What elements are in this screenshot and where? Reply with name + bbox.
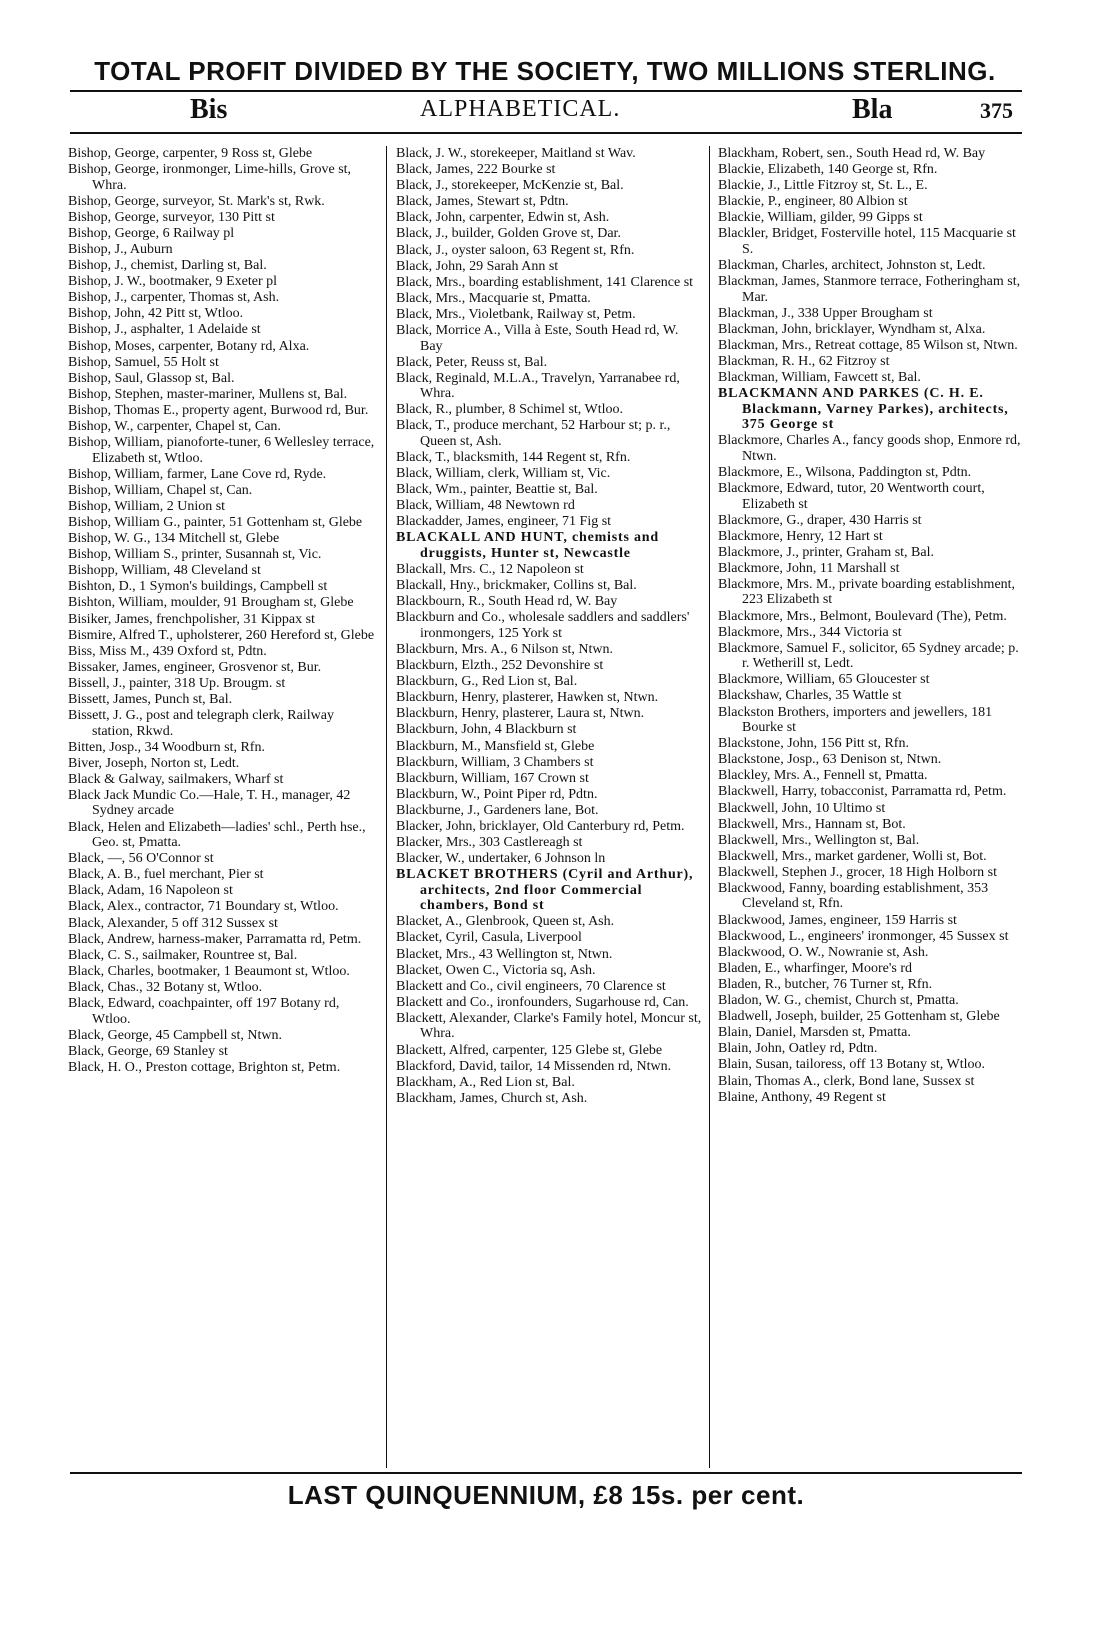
directory-entry: Blackmore, William, 65 Gloucester st bbox=[718, 672, 930, 688]
directory-entry: BLACKMANN AND PARKES (C. H. E. Blackmann, Varney Parkes), architects, 375 George st bbox=[718, 386, 1009, 433]
directory-entry: Bladen, E., wharfinger, Moore's rd bbox=[718, 960, 913, 976]
directory-entry: Blacket, Owen C., Victoria sq, Ash. bbox=[396, 962, 596, 978]
directory-entry: Bishop, J., Auburn bbox=[68, 241, 173, 257]
directory-entry: Black & Galway, sailmakers, Wharf st bbox=[68, 771, 284, 787]
directory-entry: Blackwell, Stephen J., grocer, 18 High Holborn st bbox=[718, 864, 998, 880]
directory-entry: Blaine, Anthony, 49 Regent st bbox=[718, 1089, 886, 1105]
directory-entry: Bitten, Josp., 34 Woodburn st, Rfn. bbox=[68, 739, 265, 755]
directory-entry: Bishop, George, 6 Railway pl bbox=[68, 225, 235, 241]
directory-entry: Black, T., blacksmith, 144 Regent st, Rfn. bbox=[396, 450, 631, 465]
directory-entry: Blackall, Hny., brickmaker, Collins st, Bal. bbox=[396, 578, 637, 594]
directory-entry: Blackburn, William, 3 Chambers st bbox=[396, 754, 594, 770]
directory-entry: Bishop, William, farmer, Lane Cove rd, Ryde. bbox=[68, 466, 327, 482]
directory-entry: Blackmore, Mrs., 344 Victoria st bbox=[718, 624, 902, 640]
directory-entry: Blackham, James, Church st, Ash. bbox=[396, 1090, 588, 1106]
directory-entry: Bladwell, Joseph, builder, 25 Gottenham st, Glebe bbox=[718, 1009, 1000, 1025]
directory-entry: Biss, Miss M., 439 Oxford st, Pdtn. bbox=[68, 643, 267, 659]
directory-entry: Blackman, Charles, architect, Johnston st, Ledt. bbox=[718, 258, 986, 274]
directory-entry: Blackie, Elizabeth, 140 George st, Rfn. bbox=[718, 162, 938, 178]
page-number: 375 bbox=[980, 98, 1013, 123]
directory-entry: Bishop, William, 2 Union st bbox=[68, 498, 226, 514]
directory-entry: Blackwell, Mrs., market gardener, Wolli st, Bot. bbox=[718, 848, 987, 864]
directory-entry: Blackmore, Charles A., fancy goods shop, Enmore rd, Ntwn. bbox=[718, 433, 1021, 464]
directory-entry: Bishop, Moses, carpenter, Botany rd, Alxa. bbox=[68, 338, 310, 354]
directory-entry: Bissell, J., painter, 318 Up. Brougm. st bbox=[68, 675, 286, 691]
directory-entry: Blackman, Mrs., Retreat cottage, 85 Wilson st, Ntwn. bbox=[718, 337, 1018, 353]
directory-entry: Black, Mrs., boarding establishment, 141 Clarence st bbox=[396, 274, 694, 290]
directory-entry: BLACKET BROTHERS (Cyril and Arthur), architects, 2nd floor Commercial chambers, Bond st bbox=[396, 867, 694, 914]
directory-entry: Blackburn, Henry, plasterer, Laura st, Ntwn. bbox=[396, 706, 645, 722]
directory-entry: Black, Reginald, M.L.A., Travelyn, Yarranabee rd, Whra. bbox=[396, 370, 680, 402]
directory-entry: Black, C. S., sailmaker, Rountree st, Bal. bbox=[68, 947, 298, 963]
directory-entry: Blackmore, Samuel F., solicitor, 65 Sydney arcade; p. r. Wetherill st, Ledt. bbox=[718, 640, 1019, 672]
running-head bbox=[70, 92, 1022, 128]
directory-entry: Bishton, William, moulder, 91 Brougham st, Glebe bbox=[68, 595, 354, 611]
directory-entry: Bishop, Thomas E., property agent, Burwood rd, Bur. bbox=[68, 402, 369, 418]
directory-entry: Biver, Joseph, Norton st, Ledt. bbox=[68, 755, 240, 771]
directory-entry: Blackford, David, tailor, 14 Missenden rd, Ntwn. bbox=[396, 1058, 672, 1074]
directory-entry: Blackston Brothers, importers and jewellers, 181 Bourke st bbox=[718, 704, 993, 736]
directory-entry: Bishop, George, surveyor, 130 Pitt st bbox=[68, 209, 275, 225]
directory-entry: Bishop, W., carpenter, Chapel st, Can. bbox=[68, 419, 281, 434]
directory-entry: Blackman, J., 338 Upper Brougham st bbox=[718, 305, 933, 321]
directory-entry: Black, R., plumber, 8 Schimel st, Wtloo. bbox=[396, 402, 624, 418]
directory-entry: Bishop, George, carpenter, 9 Ross st, Glebe bbox=[68, 146, 313, 161]
directory-entry: Black, James, 222 Bourke st bbox=[396, 162, 556, 178]
section-title: ALPHABETICAL. bbox=[420, 96, 621, 122]
directory-entry: Blackmore, Edward, tutor, 20 Wentworth court, Elizabeth st bbox=[718, 481, 985, 512]
directory-entry: Blackburn and Co., wholesale saddlers and saddlers' ironmongers, 125 York st bbox=[396, 610, 690, 641]
directory-entry: Black, A. B., fuel merchant, Pier st bbox=[68, 867, 264, 883]
directory-entry: Blackett, Alexander, Clarke's Family hotel, Moncur st, Whra. bbox=[396, 1010, 702, 1042]
directory-entry: Bisiker, James, frenchpolisher, 31 Kippax st bbox=[68, 611, 315, 627]
directory-entry: Bishop, Stephen, master-mariner, Mullens st, Bal. bbox=[68, 386, 348, 402]
directory-entry: Black, Chas., 32 Botany st, Wtloo. bbox=[68, 979, 263, 995]
directory-entry: Bishop, Samuel, 55 Holt st bbox=[68, 354, 219, 370]
bottom-rule bbox=[70, 1472, 1022, 1474]
directory-entry: Black, Helen and Elizabeth—ladies' schl., Perth hse., Geo. st, Pmatta. bbox=[68, 819, 366, 851]
directory-entry: Bishop, William S., printer, Susannah st, Vic. bbox=[68, 547, 322, 563]
right-guide-word: Bla bbox=[852, 94, 893, 125]
directory-entry: Bishop, William, Chapel st, Can. bbox=[68, 482, 253, 498]
directory-entry: Blackmore, J., printer, Graham st, Bal. bbox=[718, 544, 934, 560]
directory-entry: Blackett, Alfred, carpenter, 125 Glebe st, Glebe bbox=[396, 1042, 663, 1058]
directory-entry: Blackwood, Fanny, boarding establishment, 353 Cleveland st, Rfn. bbox=[718, 880, 989, 912]
directory-entry: Blackham, A., Red Lion st, Bal. bbox=[396, 1074, 575, 1090]
directory-entry: Blackwood, L., engineers' ironmonger, 45 Sussex st bbox=[718, 928, 1009, 944]
directory-entry: Blackadder, James, engineer, 71 Fig st bbox=[396, 514, 612, 530]
top-banner: TOTAL PROFIT DIVIDED BY THE SOCIETY, TWO MILLIONS STERLING. bbox=[94, 56, 996, 86]
directory-entry: Black, Charles, bootmaker, 1 Beaumont st, Wtloo. bbox=[68, 963, 350, 979]
directory-entry: Blacket, Mrs., 43 Wellington st, Ntwn. bbox=[396, 946, 613, 962]
directory-entry: Bishop, George, surveyor, St. Mark's st, Rwk. bbox=[68, 193, 325, 209]
directory-entry: Blackstone, Josp., 63 Denison st, Ntwn. bbox=[718, 752, 942, 768]
directory-entry: Blackmore, Mrs., Belmont, Boulevard (The), Petm. bbox=[718, 608, 1007, 624]
directory-entry: Blackwell, Mrs., Wellington st, Bal. bbox=[718, 832, 920, 848]
directory-entry: Bishop, J., carpenter, Thomas st, Ash. bbox=[68, 290, 280, 306]
directory-entry: Blackmore, Henry, 12 Hart st bbox=[718, 528, 883, 544]
column-divider-1 bbox=[386, 146, 387, 1468]
directory-entry: Bishop, J., asphalter, 1 Adelaide st bbox=[68, 322, 261, 338]
directory-entry: Blackall, Mrs. C., 12 Napoleon st bbox=[396, 562, 584, 578]
directory-columns bbox=[68, 146, 1024, 1468]
directory-entry: Blackmore, Mrs. M., private boarding establishment, 223 Elizabeth st bbox=[718, 576, 1016, 608]
directory-entry: Blacket, A., Glenbrook, Queen st, Ash. bbox=[396, 914, 615, 930]
directory-entry: Bishop, John, 42 Pitt st, Wtloo. bbox=[68, 306, 244, 322]
directory-entry: Blackbourn, R., South Head rd, W. Bay bbox=[396, 594, 618, 610]
directory-entry: Blackburn, Elzth., 252 Devonshire st bbox=[396, 658, 604, 674]
column-3 bbox=[718, 146, 1024, 1468]
directory-entry: Blackham, Robert, sen., South Head rd, W. Bay bbox=[718, 146, 986, 161]
directory-entry: Blackburne, J., Gardeners lane, Bot. bbox=[396, 802, 599, 818]
directory-entry: Blackman, William, Fawcett st, Bal. bbox=[718, 370, 921, 386]
directory-entry: Black, William, clerk, William st, Vic. bbox=[396, 466, 611, 482]
directory-entry: Blacket, Cyril, Casula, Liverpool bbox=[396, 930, 582, 946]
directory-entry: Blackman, James, Stanmore terrace, Fotheringham st, Mar. bbox=[718, 274, 1021, 305]
directory-entry: Blackshaw, Charles, 35 Wattle st bbox=[718, 688, 902, 704]
directory-entry: Bismire, Alfred T., upholsterer, 260 Hereford st, Glebe bbox=[68, 627, 375, 643]
directory-entry: Blackley, Mrs. A., Fennell st, Pmatta. bbox=[718, 768, 928, 784]
directory-entry: Black, John, 29 Sarah Ann st bbox=[396, 258, 559, 274]
directory-entry: Bishopp, William, 48 Cleveland st bbox=[68, 563, 261, 579]
directory-entry: Blain, John, Oatley rd, Pdtn. bbox=[718, 1041, 878, 1057]
directory-entry: Bishop, J., chemist, Darling st, Bal. bbox=[68, 258, 267, 274]
directory-entry: Blackie, William, gilder, 99 Gipps st bbox=[718, 210, 923, 226]
directory-entry: Bissaker, James, engineer, Grosvenor st, Bur. bbox=[68, 659, 322, 675]
directory-entry: Blackmore, E., Wilsona, Paddington st, Pdtn. bbox=[718, 464, 972, 480]
directory-entry: Blackett and Co., ironfounders, Sugarhouse rd, Can. bbox=[396, 994, 689, 1010]
directory-entry: Black, Edward, coachpainter, off 197 Botany rd, Wtloo. bbox=[68, 996, 340, 1027]
directory-entry: Blain, Daniel, Marsden st, Pmatta. bbox=[718, 1025, 911, 1041]
directory-entry: Blackwell, Mrs., Hannam st, Bot. bbox=[718, 816, 906, 832]
column-2 bbox=[396, 146, 704, 1468]
directory-entry: Blackburn, Mrs. A., 6 Nilson st, Ntwn. bbox=[396, 641, 613, 657]
directory-entry: Blackie, J., Little Fitzroy st, St. L., E. bbox=[718, 178, 928, 194]
directory-entry: Black, Morrice A., Villa à Este, South Head rd, W. Bay bbox=[396, 323, 679, 354]
directory-entry: Blackett and Co., civil engineers, 70 Clarence st bbox=[396, 978, 666, 994]
directory-entry: Bishop, William, pianoforte-tuner, 6 Wellesley terrace, Elizabeth st, Wtloo. bbox=[68, 435, 375, 466]
directory-entry: Black, T., produce merchant, 52 Harbour st; p. r., Queen st, Ash. bbox=[396, 418, 671, 449]
directory-entry: Blackman, John, bricklayer, Wyndham st, Alxa. bbox=[718, 321, 986, 337]
directory-entry: Blackwood, James, engineer, 159 Harris st bbox=[718, 912, 957, 928]
directory-entry: Blackwell, Harry, tobacconist, Parramatta rd, Petm. bbox=[718, 784, 1007, 800]
directory-entry: Black, Wm., painter, Beattie st, Bal. bbox=[396, 482, 598, 498]
directory-entry: Bishton, D., 1 Symon's buildings, Campbell st bbox=[68, 579, 328, 595]
directory-entry: Black, J., oyster saloon, 63 Regent st, Rfn. bbox=[396, 242, 635, 258]
directory-entry: Black, George, 69 Stanley st bbox=[68, 1043, 228, 1059]
directory-entry: Black, Mrs., Macquarie st, Pmatta. bbox=[396, 290, 591, 306]
directory-entry: Black, Alexander, 5 off 312 Sussex st bbox=[68, 915, 278, 931]
directory-entry: Bishop, William G., painter, 51 Gottenham st, Glebe bbox=[68, 514, 363, 530]
left-guide-word: Bis bbox=[190, 94, 228, 125]
head-rule bbox=[70, 132, 1022, 134]
directory-entry: Blackler, Bridget, Fosterville hotel, 115 Macquarie st S. bbox=[718, 226, 1016, 257]
directory-entry: Black, Alex., contractor, 71 Boundary st, Wtloo. bbox=[68, 899, 339, 915]
directory-entry: Black Jack Mundic Co.—Hale, T. H., manager, 42 Sydney arcade bbox=[68, 787, 351, 819]
directory-entry: Bissett, James, Punch st, Bal. bbox=[68, 692, 233, 707]
directory-entry: Blackman, R. H., 62 Fitzroy st bbox=[718, 354, 890, 370]
directory-entry: Black, H. O., Preston cottage, Brighton st, Petm. bbox=[68, 1059, 341, 1075]
directory-entry: Blackburn, M., Mansfield st, Glebe bbox=[396, 738, 595, 754]
directory-entry: Black, —, 56 O'Connor st bbox=[68, 851, 214, 867]
directory-entry: Bissett, J. G., post and telegraph clerk, Railway station, Rkwd. bbox=[68, 708, 334, 739]
directory-entry: Blackmore, G., draper, 430 Harris st bbox=[718, 512, 922, 528]
directory-entry: BLACKALL AND HUNT, chemists and druggists, Hunter st, Newcastle bbox=[396, 530, 659, 561]
directory-entry: Bladon, W. G., chemist, Church st, Pmatta. bbox=[718, 993, 959, 1009]
directory-entry: Blacker, Mrs., 303 Castlereagh st bbox=[396, 835, 583, 851]
directory-entry: Black, Peter, Reuss st, Bal. bbox=[396, 354, 548, 370]
directory-entry: Blackmore, John, 11 Marshall st bbox=[718, 560, 900, 576]
directory-entry: Blacker, John, bricklayer, Old Canterbury rd, Petm. bbox=[396, 818, 685, 834]
column-divider-2 bbox=[709, 146, 710, 1468]
directory-entry: Bishop, George, ironmonger, Lime-hills, Grove st, Whra. bbox=[68, 162, 352, 193]
directory-entry: Black, Andrew, harness-maker, Parramatta rd, Petm. bbox=[68, 931, 362, 947]
directory-entry: Blackburn, John, 4 Blackburn st bbox=[396, 722, 577, 738]
directory-entry: Black, J., builder, Golden Grove st, Dar. bbox=[396, 226, 621, 242]
directory-entry: Bladen, R., butcher, 76 Turner st, Rfn. bbox=[718, 976, 933, 992]
directory-entry: Blackburn, G., Red Lion st, Bal. bbox=[396, 674, 578, 690]
directory-entry: Black, Adam, 16 Napoleon st bbox=[68, 883, 233, 899]
directory-entry: Blackwell, John, 10 Ultimo st bbox=[718, 800, 886, 816]
directory-entry: Black, George, 45 Campbell st, Ntwn. bbox=[68, 1027, 282, 1043]
directory-entry: Blackburn, Henry, plasterer, Hawken st, Ntwn. bbox=[396, 690, 659, 706]
directory-entry: Blackwood, O. W., Nowranie st, Ash. bbox=[718, 944, 929, 960]
directory-entry: Bishop, W. G., 134 Mitchell st, Glebe bbox=[68, 531, 280, 547]
directory-entry: Black, James, Stewart st, Pdtn. bbox=[396, 194, 569, 210]
directory-entry: Black, William, 48 Newtown rd bbox=[396, 498, 575, 514]
directory-entry: Blackstone, John, 156 Pitt st, Rfn. bbox=[718, 736, 909, 752]
directory-entry: Blackburn, W., Point Piper rd, Pdtn. bbox=[396, 786, 598, 802]
directory-entry: Bishop, Saul, Glassop st, Bal. bbox=[68, 370, 235, 386]
directory-entry: Black, Mrs., Violetbank, Railway st, Petm. bbox=[396, 306, 636, 322]
directory-entry: Blain, Thomas A., clerk, Bond lane, Sussex st bbox=[718, 1073, 975, 1089]
directory-entry: Blain, Susan, tailoress, off 13 Botany st, Wtloo. bbox=[718, 1057, 986, 1073]
column-1 bbox=[68, 146, 378, 1468]
directory-entry: Bishop, J. W., bootmaker, 9 Exeter pl bbox=[68, 274, 278, 290]
directory-entry: Blacker, W., undertaker, 6 Johnson ln bbox=[396, 851, 606, 867]
directory-entry: Black, J., storekeeper, McKenzie st, Bal. bbox=[396, 178, 624, 194]
bottom-banner: LAST QUINQUENNIUM, £8 15s. per cent. bbox=[287, 1480, 805, 1510]
directory-entry: Black, J. W., storekeeper, Maitland st Wav. bbox=[396, 146, 636, 161]
directory-entry: Black, John, carpenter, Edwin st, Ash. bbox=[396, 210, 610, 226]
directory-entry: Blackie, P., engineer, 80 Albion st bbox=[718, 194, 908, 210]
directory-entry: Blackburn, William, 167 Crown st bbox=[396, 770, 589, 786]
